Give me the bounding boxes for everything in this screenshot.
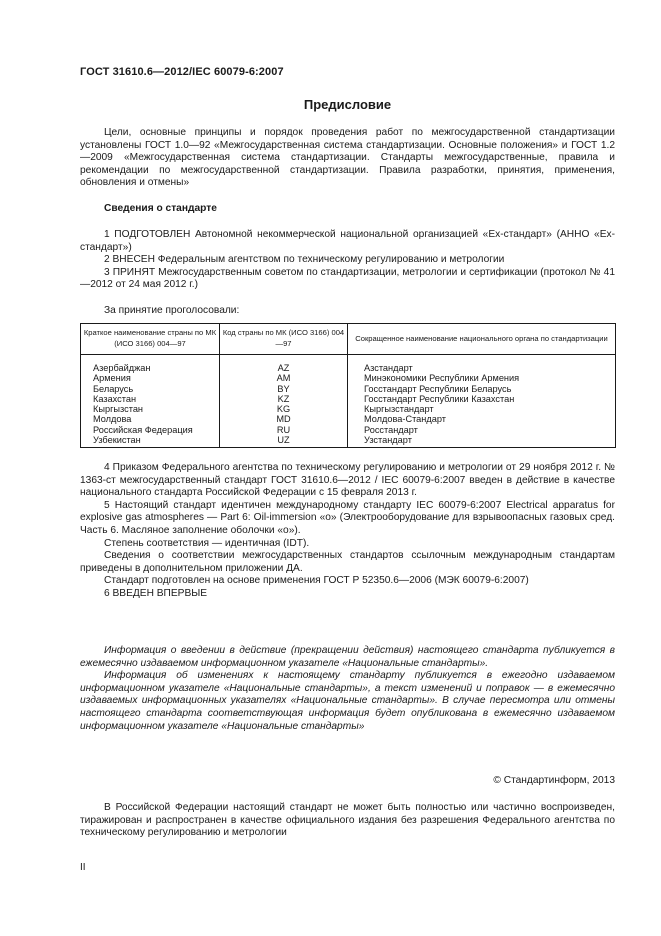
column-header-body: Сокращенное наименование национального органа по стандартизации bbox=[348, 324, 616, 355]
cell-code: AZ bbox=[220, 355, 348, 374]
notice-paragraph: Информация об изменениях к настоящему стандарту публикуется в ежегодно издаваемом информационном указателе «Национальные стандарты», а текст изменений и поправок — в ежемесячно издаваемых информационных указателях «Национальные стандарты». В случае пересмотра или отмены настоящего стандарта соответствующая информация будет опубликована в ежемесячно издаваемом информационном указателе «Национальные стандарты» bbox=[80, 670, 615, 732]
intro-paragraph: Цели, основные принципы и порядок проведения работ по межгосударственной стандартизации установлены ГОСТ 1.0—92 «Межгосударственная система стандартизации. Основные положения» и ГОСТ 1.2—2009 «Межгосударственная система стандартизации. Стандарты межгосударственные, правила и рекомендации по межгосударственной стандартизации. Правила разработки, принятия, применения, обновления и отмены» bbox=[80, 127, 615, 189]
info-item: 2 ВНЕСЕН Федеральным агентством по техническому регулированию и метрологии bbox=[104, 254, 505, 266]
votes-table bbox=[80, 323, 616, 448]
cell-code: KZ bbox=[220, 394, 348, 404]
table-row bbox=[81, 404, 616, 414]
page-number: II bbox=[80, 862, 86, 873]
intro-section bbox=[80, 127, 615, 190]
cell-body: Узстандарт bbox=[348, 435, 616, 448]
cell-code: MD bbox=[220, 414, 348, 424]
cell-code: AM bbox=[220, 373, 348, 383]
cell-code: KG bbox=[220, 404, 348, 414]
info-heading-section bbox=[80, 203, 615, 216]
table-row bbox=[81, 425, 616, 435]
cell-code: RU bbox=[220, 425, 348, 435]
column-header-code: Код страны по МК (ИСО 3166) 004—97 bbox=[220, 324, 348, 355]
table-row bbox=[81, 435, 616, 448]
cell-body: Госстандарт Республики Казахстан bbox=[348, 394, 616, 404]
references-note: Сведения о соответствии межгосударственных стандартов ссылочным международным стандартам приведены в дополнительном приложении ДА. bbox=[80, 550, 615, 574]
rights-paragraph: В Российской Федерации настоящий стандарт не может быть полностью или частично воспроизведен, тиражирован и распространен в качестве официального издания без разрешения Федерального агентства по техническому регулированию и метрологии bbox=[80, 802, 615, 839]
cell-country: Азербайджан bbox=[81, 355, 220, 374]
cell-body: Росстандарт bbox=[348, 425, 616, 435]
info-items bbox=[80, 229, 615, 292]
cell-country: Казахстан bbox=[81, 394, 220, 404]
cell-country: Армения bbox=[81, 373, 220, 383]
table-row bbox=[81, 373, 616, 383]
cell-code: UZ bbox=[220, 435, 348, 448]
info-item: 3 ПРИНЯТ Межгосударственным советом по стандартизации, метрологии и сертификации (протокол № 41—2012 от 24 мая 2012 г.) bbox=[80, 266, 615, 291]
notice-paragraph: Информация о введении в действие (прекращении действия) настоящего стандарта публикуется в ежемесячно издаваемом информационном указателе «Национальные стандарты». bbox=[80, 645, 615, 669]
table-header-row bbox=[81, 324, 616, 355]
cell-body: Азстандарт bbox=[348, 355, 616, 374]
voted-label: За принятие проголосовали: bbox=[104, 305, 240, 316]
voted-label-section bbox=[80, 305, 615, 318]
info-heading: Сведения о стандарте bbox=[104, 203, 217, 214]
cell-country: Узбекистан bbox=[81, 435, 220, 448]
column-header-country: Краткое наименование страны по МК (ИСО 3166) 004—97 bbox=[81, 324, 220, 355]
table-row bbox=[81, 384, 616, 394]
table-row bbox=[81, 355, 616, 374]
notice-section bbox=[80, 645, 615, 733]
cell-country: Российская Федерация bbox=[81, 425, 220, 435]
identity-paragraph: 5 Настоящий стандарт идентичен международному стандарту IEC 60079-6:2007 Electrical apparatus for explosive gas atmospheres — Part 6: Oil-immersion «o» (Электрооборудование для взрывоопасных газовых сред. Часть 6. Масляное заполнение оболочки «о»). bbox=[80, 499, 615, 536]
compliance-degree: Степень соответствия — идентичная (IDT). bbox=[104, 537, 310, 549]
introduced-note: 6 ВВЕДЕН ВПЕРВЫЕ bbox=[104, 587, 208, 599]
adoption-paragraph: 4 Приказом Федерального агентства по техническому регулированию и метрологии от 29 ноября 2012 г. № 1363-ст межгосударственный стандарт ГОСТ 31610.6—2012 / IEC 60079-6:2007 введен в действие в качестве национального стандарта Российской Федерации с 15 февраля 2013 г. bbox=[80, 462, 615, 499]
cell-body: Минэкономики Республики Армения bbox=[348, 373, 616, 383]
cell-body: Госстандарт Республики Беларусь bbox=[348, 384, 616, 394]
adoption-section bbox=[80, 462, 615, 601]
rights-section bbox=[80, 802, 615, 840]
table-row bbox=[81, 394, 616, 404]
table-row bbox=[81, 414, 616, 424]
cell-body: Кыргызстандарт bbox=[348, 404, 616, 414]
document-header: ГОСТ 31610.6—2012/IEC 60079-6:2007 bbox=[80, 66, 284, 78]
cell-country: Кыргызстан bbox=[81, 404, 220, 414]
copyright-line: © Стандартинформ, 2013 bbox=[493, 775, 615, 786]
cell-country: Молдова bbox=[81, 414, 220, 424]
basis-note: Стандарт подготовлен на основе применения ГОСТ Р 52350.6—2006 (МЭК 60079-6:2007) bbox=[104, 575, 529, 587]
cell-body: Молдова-Стандарт bbox=[348, 414, 616, 424]
cell-country: Беларусь bbox=[81, 384, 220, 394]
cell-code: BY bbox=[220, 384, 348, 394]
info-item: 1 ПОДГОТОВЛЕН Автономной некоммерческой национальной организацией «Ех-стандарт» (АННО «Ех-стандарт») bbox=[80, 229, 615, 253]
page-title: Предисловие bbox=[303, 97, 392, 112]
